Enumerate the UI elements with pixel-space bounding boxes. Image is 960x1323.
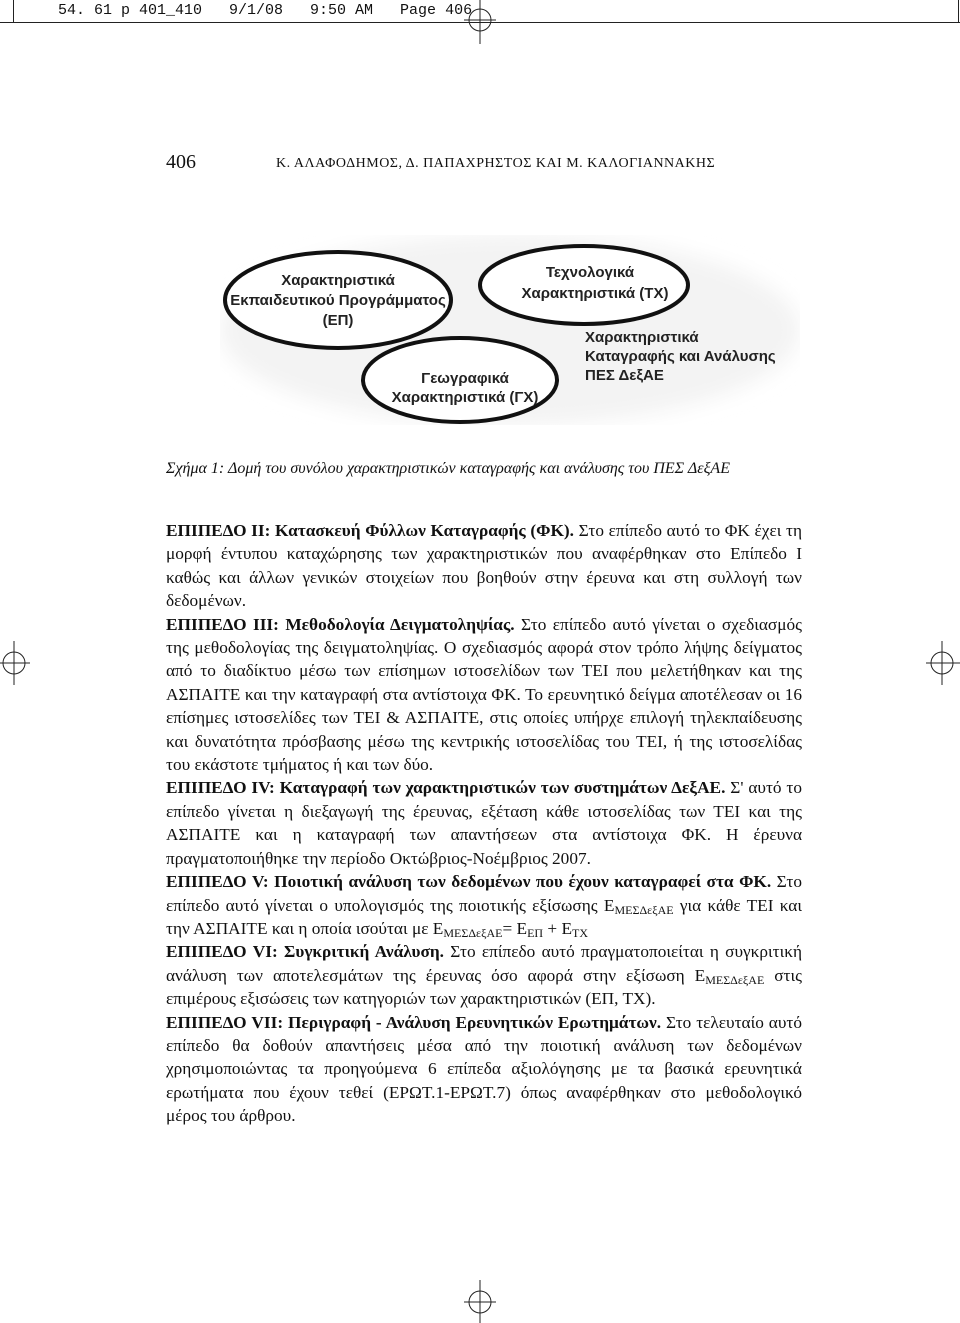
equation-symbol: Ε	[603, 895, 615, 915]
section-level-7	[166, 1011, 802, 1128]
equation-subscript: ΤΧ	[572, 925, 589, 940]
ellipse-ep-line-1: Χαρακτηριστικά	[281, 272, 395, 289]
caption-text: Δομή του συνόλου χαρακτηριστικών καταγραφής και ανάλυσης του ΠΕΣ ΔεξΑΕ	[224, 460, 730, 477]
slug-divider	[13, 0, 14, 23]
section-title: ΕΠΙΠΕΔΟ VI: Συγκριτική Ανάλυση.	[166, 942, 444, 962]
ellipse-gx-line-2: Χαρακτηριστικά (ΓΧ)	[391, 389, 539, 406]
slug-divider	[958, 0, 959, 23]
equation-symbol: Ε	[432, 918, 444, 938]
figure-caption	[166, 460, 806, 478]
section-level-2	[166, 519, 802, 613]
ellipse-tx-line-2: Χαρακτηριστικά (ΤΧ)	[521, 285, 669, 302]
registration-mark-right	[922, 641, 960, 685]
equation-subscript: ΜΕΣΔεξΑΕ	[614, 902, 674, 917]
section-level-6	[166, 940, 802, 1010]
section-title: ΕΠΙΠΕΔΟ VII: Περιγραφή - Ανάλυση Ερευνητικών Ερωτημάτων.	[166, 1012, 662, 1032]
header-authors: Κ. ΑΛΑΦΟΔΗΜΟΣ, Δ. ΠΑΠΑΧΡΗΣΤΟΣ ΚΑΙ Μ. ΚΑΛΟΓΙΑΝΝΑΚΗΣ	[276, 156, 716, 171]
outer-label-line-1: Χαρακτηριστικά	[585, 329, 699, 346]
section-text: Σ' αυτό το επίπεδο γίνεται η διεξαγωγή της έρευνας, εξέταση κάθε ιστοσελίδας των ΤΕΙ και της ΑΣΠΑΙΤΕ και η καταγραφή των απαντήσεων στα αντίστοιχα ΦΚ. Η έρευνα πραγματοποιήθηκε την περίοδο Οκτώβριος-Νοέμβριος 2007.	[166, 778, 802, 868]
registration-mark-bottom	[462, 1280, 498, 1323]
ellipse-ep-line-2: Εκπαιδευτικού Προγράμματος	[230, 292, 446, 309]
section-level-5	[166, 870, 802, 940]
section-text: Στο επίπεδο αυτό το ΦΚ έχει τη μορφή έντυπου καταχώρησης των χαρακτηριστικών που αναφέρθηκαν στο Επίπεδο Ι καθώς και άλλων γενικών στοιχείων που βοηθούν στην έρευνα και στη συλλογή των δεδομένων.	[166, 521, 802, 611]
ellipse-gx-line-1: Γεωγραφικά	[421, 370, 509, 387]
section-title: ΕΠΙΠΕΔΟ IV: Καταγραφή των χαρακτηριστικών των συστημάτων ΔεξΑΕ.	[166, 778, 726, 798]
registration-mark-top	[462, 0, 498, 44]
section-text: στις επιμέρους εξισώσεις των κατηγοριών των χαρακτηριστικών (ΕΠ, ΤΧ).	[166, 965, 802, 1009]
section-title: ΕΠΙΠΕΔΟ ΙΙΙ: Μεθοδολογία Δειγματοληψίας.	[166, 614, 515, 634]
figure-diagram	[220, 235, 800, 425]
section-text: Στο επίπεδο αυτό γίνεται ο υπολογισμός της ποιοτικής εξίσωσης	[166, 872, 802, 915]
ellipse-ep-line-3: (ΕΠ)	[322, 312, 354, 329]
section-text: Στο επίπεδο αυτό πραγματοποιείται η συγκριτική ανάλυση των αποτελεσμάτων της έρευνας όσο αφορά στην εξίσωση Ε	[166, 942, 802, 985]
registration-mark-left	[0, 641, 30, 685]
section-title: ΕΠΙΠΕΔΟ ΙΙ: Κατασκευή Φύλλων Καταγραφής (ΦΚ).	[166, 521, 574, 540]
running-header	[0, 151, 960, 181]
page-number: 406	[166, 151, 196, 173]
equation-subscript: ΜΕΣΔεξΑΕ	[443, 925, 503, 940]
section-title: ΕΠΙΠΕΔΟ V: Ποιοτική ανάλυση των δεδομένων που έχουν καταγραφεί στα ΦΚ.	[166, 872, 772, 892]
body-text	[166, 519, 802, 1128]
equation-operator: + Ε	[543, 918, 573, 938]
section-text: Στο επίπεδο αυτό γίνεται ο σχεδιασμός της μεθοδολογίας της δειγματοληψίας. Ο σχεδιασμός αφορά στον τρόπο λήψης δείγματος από το διαδίκτυο μέσω των επίσημων ιστοσελίδων των ΤΕΙ που μελετήθηκαν και της ΑΣΠΑΙΤΕ και την καταγραφή στα αντίστοιχα ΦΚ. Το ερευνητικό δείγμα αποτέλεσαν οι 16 επίσημες ιστοσελίδες των ΤΕΙ & ΑΣΠΑΙΤΕ, στις οποίες υπήρχε επιλογή τηλεκπαίδευσης και δυνατότητα πρόσβασης μέσω της κεντρικής ιστοσελίδας του ΤΕΙ, ή της ιστοσελίδας του εκάστοτε τμήματος ή και των δύο.	[166, 614, 802, 775]
ellipse-tx-line-1: Τεχνολογικά	[545, 264, 635, 281]
section-level-3	[166, 613, 802, 777]
equation-subscript: ΕΠ	[527, 925, 544, 940]
section-level-4	[166, 776, 802, 870]
printer-slug: 54. 61 p 401_410 9/1/08 9:50 AM Page 406	[0, 0, 960, 23]
section-text: Στο τελευταίο αυτό επίπεδο θα δοθούν απαντήσεις μέσα από την ποιοτική ανάλυση των δεδομένων χρησιμοποιώντας τα προηγούμενα 6 επίπεδα αξιολόγησης με τα βασικά ερευνητικά ερωτήματα που έχουν τεθεί (ΕΡΩΤ.1-ΕΡΩΤ.7) όπως αναφέρθηκαν στο μεθοδολογικό μέρος του άρθρου.	[166, 1012, 802, 1126]
outer-label-line-3: ΠΕΣ ΔεξΑΕ	[585, 367, 664, 384]
section-text: για κάθε ΤΕΙ και την ΑΣΠΑΙΤΕ και η οποία ισούται με	[166, 895, 802, 938]
outer-label-line-2: Καταγραφής και Ανάλυσης	[585, 348, 776, 365]
equation-operator: = Ε	[502, 918, 528, 938]
equation-subscript: ΜΕΣΔεξΑΕ	[705, 972, 765, 987]
caption-label: Σχήμα 1:	[166, 460, 225, 477]
